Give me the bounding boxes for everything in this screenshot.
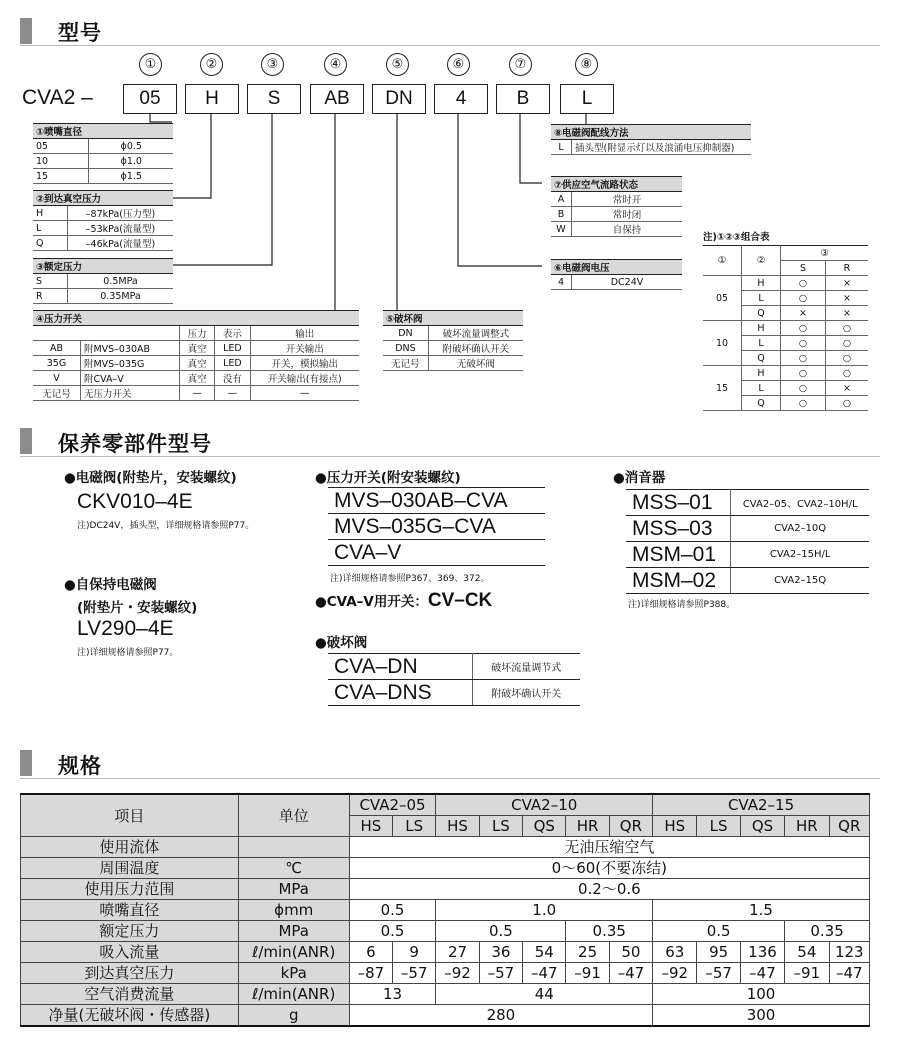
table-pressure-switch: ④压力开关 压力 表示 输出 AB 附MVS–030AB 真空 LED 开关输出 35G 附MVS–035G 真空 LED 开关，模拟输出 V 附CVA–V 真空 没有 开关输出(有接点) 无记号 无压力开关 — — — <box>33 310 359 401</box>
spec-row-temp: 周围温度 ℃ 0～60(不要冻结) <box>21 858 870 879</box>
circle-2: ② <box>200 53 223 76</box>
pressure-switch-models: MVS–030AB–CVA MVS–035G–CVA CVA–V <box>328 487 545 566</box>
table-voltage: ⑥电磁阀电压 4 DC24V <box>551 259 682 290</box>
table-air-flow: ⑦供应空气流路状态 A 常时开 B 常时闭 W 自保持 <box>551 176 682 237</box>
table-breaker-valve: ⑤破坏阀 DN 破坏流量调整式 DNS 附破坏确认开关 无记号 无破坏阀 <box>383 310 523 371</box>
section-bar <box>20 750 32 776</box>
code-box-2: H <box>185 84 239 114</box>
part-note-pressure-switch: 注)详细规格请参照P367、369、372。 <box>330 574 490 584</box>
part-model-solenoid: CKV010–4E <box>77 490 193 513</box>
code-box-6: 4 <box>434 84 488 114</box>
circle-6: ⑥ <box>447 53 470 76</box>
spec-row-fluid: 使用流体 无油压缩空气 <box>21 837 870 858</box>
table-wiring: ⑧电磁阀配线方法 L 插头型(附显示灯以及浪涌电压抑制器) <box>551 124 751 155</box>
section-divider <box>20 456 880 457</box>
part-heading-breaker: ●破坏阀 <box>315 635 368 651</box>
part-note-self-holding: 注)详细规格请参照P77。 <box>77 648 179 658</box>
part-note-silencer: 注)详细规格请参照P388。 <box>628 600 736 610</box>
spec-row-pressure: 使用压力范围 MPa 0.2～0.6 <box>21 879 870 900</box>
code-box-4: AB <box>310 84 364 114</box>
breaker-valve-models: CVA–DN 破坏流量调节式 CVA–DNS 附破坏确认开关 <box>328 653 580 706</box>
table-nozzle: ①喷嘴直径 05 ϕ0.5 10 ϕ1.0 15 ϕ1.5 <box>33 123 173 184</box>
code-box-7: B <box>496 84 550 114</box>
spec-row-vacuum: 到达真空压力 kPa –87 –57 –92 –57 –47 –91 –47 –92 –57 –47 –91 –47 <box>21 963 870 984</box>
circle-8: ⑧ <box>575 53 598 76</box>
spec-row-rated: 额定压力 MPa 0.5 0.5 0.35 0.5 0.35 <box>21 921 870 942</box>
code-box-8: L <box>560 84 614 114</box>
spec-table: 项目 单位 CVA2–05 CVA2–10 CVA2–15 HS LS HS LS QS HR QR HS LS QS HR QR 使用流体 无油压缩空气 周围温度 ℃ 0～60(不要冻结) 使用压力范围 MPa 0.2～0.6 喷嘴直径 ϕmm 0.5 1.0 1.5 额定压力 MPa 0.5 0.5 0.35 0.5 0.35 吸入流量 ℓ/min(ANR) 6 9 27 36 54 25 50 63 95 136 54 123 到达真空压力 kPa –87 –57 –92 –57 –47 –91 –47 –92 –57 –47 –91 –47 空气消费流量 ℓ/min(ANR) 13 44 100 净量(无破坏阀・传感器) g 280 300 <box>20 793 870 1027</box>
part-model-self-holding: LV290–4E <box>77 617 174 640</box>
table-vacuum: ②到达真空压力 H –87kPa(压力型) L –53kPa(流量型) Q –46kPa(流量型) <box>33 190 173 251</box>
circle-3: ③ <box>261 53 284 76</box>
part-heading-self-holding-sub: (附垫片・安装螺纹) <box>77 600 198 616</box>
section-title-model: 型号 <box>58 21 102 45</box>
combo-title: 注)①②③组合表 <box>703 232 770 243</box>
combo-table: ① ② ③ S R 05 H ○ × L ○ × Q × × 10 H ○ ○ L ○ ○ Q ○ ○ 15 H ○ ○ L ○ × Q ○ ○ <box>703 245 868 411</box>
circle-1: ① <box>139 53 162 76</box>
spec-row-weight: 净量(无破坏阀・传感器) g 280 300 <box>21 1005 870 1027</box>
code-box-1: 05 <box>123 84 177 114</box>
circle-4: ④ <box>324 53 347 76</box>
section-bar <box>20 428 32 454</box>
silencer-models: MSS–01 CVA2–05、CVA2–10H/L MSS–03 CVA2–10Q MSM–01 CVA2–15H/L MSM–02 CVA2–15Q <box>626 489 869 594</box>
model-prefix: CVA2 – <box>22 86 93 109</box>
spec-row-nozzle: 喷嘴直径 ϕmm 0.5 1.0 1.5 <box>21 900 870 921</box>
circle-5: ⑤ <box>386 53 409 76</box>
part-heading-pressure-switch: ●压力开关(附安装螺纹) <box>315 470 461 486</box>
circle-7: ⑦ <box>509 53 532 76</box>
table-rated-pressure: ③额定压力 S 0.5MPa R 0.35MPa <box>33 258 173 304</box>
cvav-switch: ●CVA–V用开关：CV–CK <box>315 590 493 611</box>
part-heading-self-holding: ●自保持电磁阀 <box>64 577 157 593</box>
section-title-spec: 规格 <box>58 754 102 778</box>
section-title-parts: 保养零部件型号 <box>58 432 212 456</box>
section-divider <box>20 778 880 779</box>
spec-row-suction: 吸入流量 ℓ/min(ANR) 6 9 27 36 54 25 50 63 95 136 54 123 <box>21 942 870 963</box>
code-box-3: S <box>247 84 301 114</box>
spec-row-air: 空气消费流量 ℓ/min(ANR) 13 44 100 <box>21 984 870 1005</box>
part-heading-solenoid: ●电磁阀(附垫片，安装螺纹) <box>64 470 237 486</box>
part-heading-silencer: ●消音器 <box>613 470 666 486</box>
code-box-5: DN <box>372 84 426 114</box>
part-note-solenoid: 注)DC24V，插头型，详细规格请参照P77。 <box>77 521 255 531</box>
